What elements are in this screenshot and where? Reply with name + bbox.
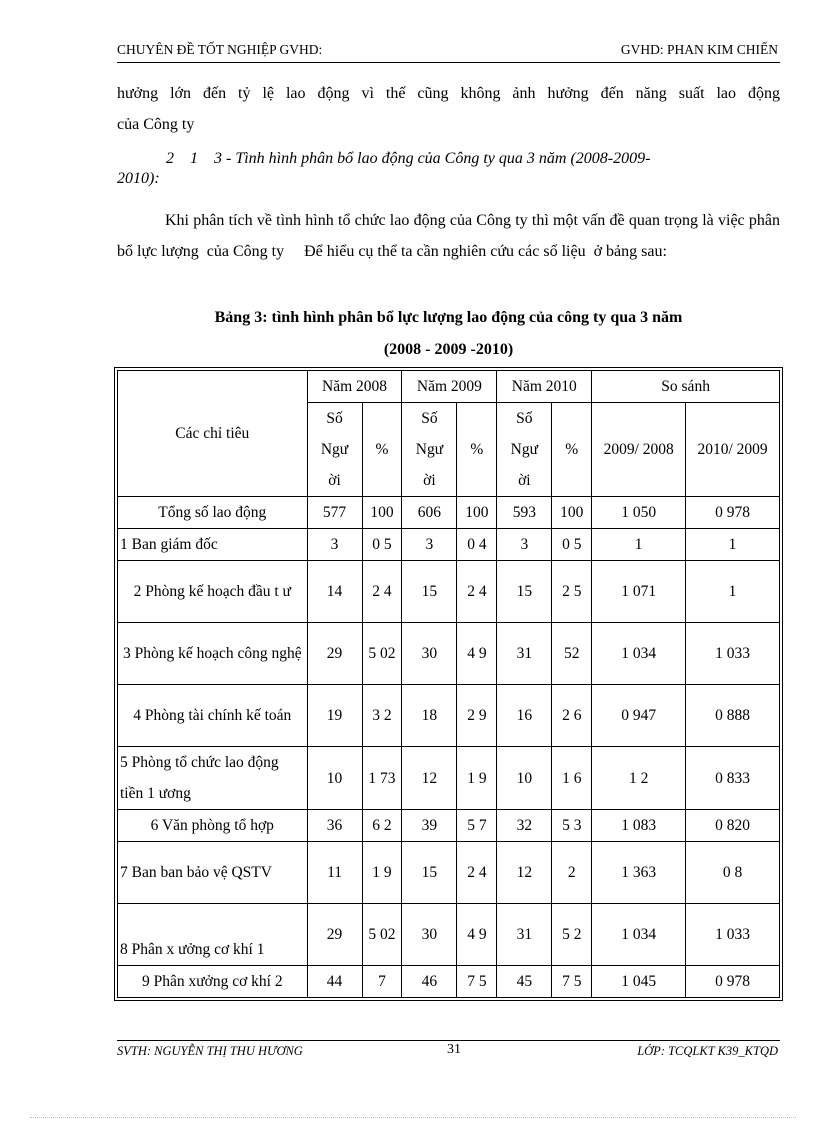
pct-2010: 52 <box>552 623 592 685</box>
compare-2009-2008: 1 <box>592 529 686 561</box>
header-compare: So sánh <box>592 371 780 403</box>
row-label: 8 Phân x ưởng cơ khí 1 <box>118 904 308 966</box>
row-label: 1 Ban giám đốc <box>118 529 308 561</box>
footer-student: SVTH: NGUYỄN THỊ THU HƯƠNG <box>117 1044 303 1058</box>
table-title: Bảng 3: tình hình phân bổ lực lượng lao động của công ty qua 3 năm <box>214 309 683 326</box>
table-row <box>118 842 780 904</box>
people-2008: 577 <box>307 497 362 529</box>
header-people-2009: Số Ngư ời <box>402 403 457 497</box>
paragraph-1 <box>117 78 780 140</box>
people-2010: 593 <box>497 497 552 529</box>
people-2008: 3 <box>307 529 362 561</box>
header-right: GVHD: PHAN KIM CHIẾN <box>620 42 778 57</box>
people-2008: 36 <box>307 810 362 842</box>
people-2010: 16 <box>497 685 552 747</box>
compare-2010-2009: 0 888 <box>686 685 780 747</box>
pct-2008: 6 2 <box>362 810 402 842</box>
table-row <box>118 966 780 998</box>
header-2009: Năm 2009 <box>402 371 497 403</box>
people-2010: 3 <box>497 529 552 561</box>
pct-2009: 0 4 <box>457 529 497 561</box>
pct-2009: 100 <box>457 497 497 529</box>
pct-2008: 100 <box>362 497 402 529</box>
section-heading-text: 2 1 3 - Tình hình phân bổ lao động của Công ty qua 3 năm (2008-2009- <box>166 150 651 167</box>
page-edge-divider <box>30 1117 796 1118</box>
pct-2010: 100 <box>552 497 592 529</box>
table-subtitle: (2008 - 2009 -2010) <box>383 341 514 358</box>
row-label: 9 Phân xưởng cơ khí 2 <box>118 966 308 998</box>
pct-2010: 7 5 <box>552 966 592 998</box>
header-pct-2008: % <box>362 403 402 497</box>
people-2009: 606 <box>402 497 457 529</box>
header-2008: Năm 2008 <box>307 371 402 403</box>
table-row <box>118 529 780 561</box>
compare-2010-2009: 0 978 <box>686 497 780 529</box>
table-row <box>118 747 780 810</box>
compare-2010-2009: 0 978 <box>686 966 780 998</box>
pct-2009: 2 9 <box>457 685 497 747</box>
pct-2009: 4 9 <box>457 623 497 685</box>
pct-2010: 5 3 <box>552 810 592 842</box>
compare-2010-2009: 0 820 <box>686 810 780 842</box>
pct-2008: 7 <box>362 966 402 998</box>
people-2010: 31 <box>497 904 552 966</box>
compare-2009-2008: 1 071 <box>592 561 686 623</box>
row-label: 5 Phòng tổ chức lao động tiền 1 ương <box>118 747 308 810</box>
row-label: 7 Ban ban bảo vệ QSTV <box>118 842 308 904</box>
paragraph-3: Khi phân tích về tình hình tổ chức lao động của Công ty thì một vấn đề quan trọng là việc phân bổ lực lượng của Công ty Để hiểu cụ thể ta cần nghiên cứu các số liệu ở bảng sau: <box>117 212 784 260</box>
compare-2010-2009: 1 <box>686 529 780 561</box>
pct-2008: 0 5 <box>362 529 402 561</box>
header-compare-2: 2010/ 2009 <box>686 403 780 497</box>
header-people-2008: Số Ngư ời <box>307 403 362 497</box>
people-2009: 30 <box>402 904 457 966</box>
people-2010: 12 <box>497 842 552 904</box>
page-header <box>117 40 780 63</box>
pct-2010: 0 5 <box>552 529 592 561</box>
header-criteria: Các chỉ tiêu <box>118 371 308 497</box>
people-2009: 15 <box>402 561 457 623</box>
header-2010: Năm 2010 <box>497 371 592 403</box>
people-2009: 46 <box>402 966 457 998</box>
pct-2008: 1 73 <box>362 747 402 810</box>
pct-2010: 2 5 <box>552 561 592 623</box>
pct-2010: 5 2 <box>552 904 592 966</box>
table-row <box>118 497 780 529</box>
row-label: 3 Phòng kế hoạch công nghệ <box>118 623 308 685</box>
header-pct-2010: % <box>552 403 592 497</box>
paragraph-1-line-2: của Công ty <box>117 116 195 133</box>
people-2008: 10 <box>307 747 362 810</box>
table-row <box>118 810 780 842</box>
paragraph-1-line-1: hưởng lớn đến tỷ lệ lao động vì thế cũng không ảnh hưởng đến năng suất lao động <box>117 85 780 102</box>
header-pct-2009: % <box>457 403 497 497</box>
people-2010: 10 <box>497 747 552 810</box>
people-2009: 39 <box>402 810 457 842</box>
people-2009: 15 <box>402 842 457 904</box>
people-2008: 44 <box>307 966 362 998</box>
compare-2010-2009: 0 833 <box>686 747 780 810</box>
compare-2010-2009: 1 033 <box>686 904 780 966</box>
people-2009: 18 <box>402 685 457 747</box>
compare-2009-2008: 1 083 <box>592 810 686 842</box>
compare-2010-2009: 1 <box>686 561 780 623</box>
people-2010: 45 <box>497 966 552 998</box>
pct-2008: 5 02 <box>362 623 402 685</box>
pct-2009: 2 4 <box>457 842 497 904</box>
people-2008: 29 <box>307 623 362 685</box>
table-row <box>118 685 780 747</box>
compare-2010-2009: 0 8 <box>686 842 780 904</box>
compare-2009-2008: 1 034 <box>592 904 686 966</box>
pct-2008: 1 9 <box>362 842 402 904</box>
page-number: 31 <box>447 1042 461 1057</box>
row-label: 6 Văn phòng tổ hợp <box>118 810 308 842</box>
people-2008: 14 <box>307 561 362 623</box>
page-footer <box>117 1040 780 1061</box>
section-heading-cont: 2010): <box>117 170 160 187</box>
pct-2009: 1 9 <box>457 747 497 810</box>
table-row <box>118 561 780 623</box>
people-2009: 12 <box>402 747 457 810</box>
people-2010: 32 <box>497 810 552 842</box>
compare-2009-2008: 1 050 <box>592 497 686 529</box>
pct-2008: 3 2 <box>362 685 402 747</box>
header-left: CHUYÊN ĐỀ TỐT NGHIỆP GVHD: <box>117 42 323 57</box>
pct-2009: 4 9 <box>457 904 497 966</box>
labor-table <box>117 370 780 998</box>
pct-2010: 2 <box>552 842 592 904</box>
compare-2010-2009: 1 033 <box>686 623 780 685</box>
table-row <box>118 623 780 685</box>
table-body <box>118 497 780 998</box>
compare-2009-2008: 1 045 <box>592 966 686 998</box>
pct-2008: 2 4 <box>362 561 402 623</box>
pct-2010: 1 6 <box>552 747 592 810</box>
people-2008: 11 <box>307 842 362 904</box>
people-2009: 3 <box>402 529 457 561</box>
header-compare-1: 2009/ 2008 <box>592 403 686 497</box>
pct-2008: 5 02 <box>362 904 402 966</box>
compare-2009-2008: 0 947 <box>592 685 686 747</box>
pct-2009: 7 5 <box>457 966 497 998</box>
compare-2009-2008: 1 034 <box>592 623 686 685</box>
people-2008: 19 <box>307 685 362 747</box>
pct-2010: 2 6 <box>552 685 592 747</box>
compare-2009-2008: 1 363 <box>592 842 686 904</box>
people-2009: 30 <box>402 623 457 685</box>
row-label: 2 Phòng kế hoạch đầu t ư <box>118 561 308 623</box>
people-2010: 31 <box>497 623 552 685</box>
pct-2009: 2 4 <box>457 561 497 623</box>
row-label: 4 Phòng tài chính kế toán <box>118 685 308 747</box>
table-row <box>118 904 780 966</box>
people-2008: 29 <box>307 904 362 966</box>
pct-2009: 5 7 <box>457 810 497 842</box>
row-label: Tổng số lao động <box>118 497 308 529</box>
compare-2009-2008: 1 2 <box>592 747 686 810</box>
section-heading <box>117 149 780 189</box>
header-people-2010: Số Ngư ời <box>497 403 552 497</box>
footer-class: LỚP: TCQLKT K39_KTQD <box>637 1044 778 1058</box>
people-2010: 15 <box>497 561 552 623</box>
